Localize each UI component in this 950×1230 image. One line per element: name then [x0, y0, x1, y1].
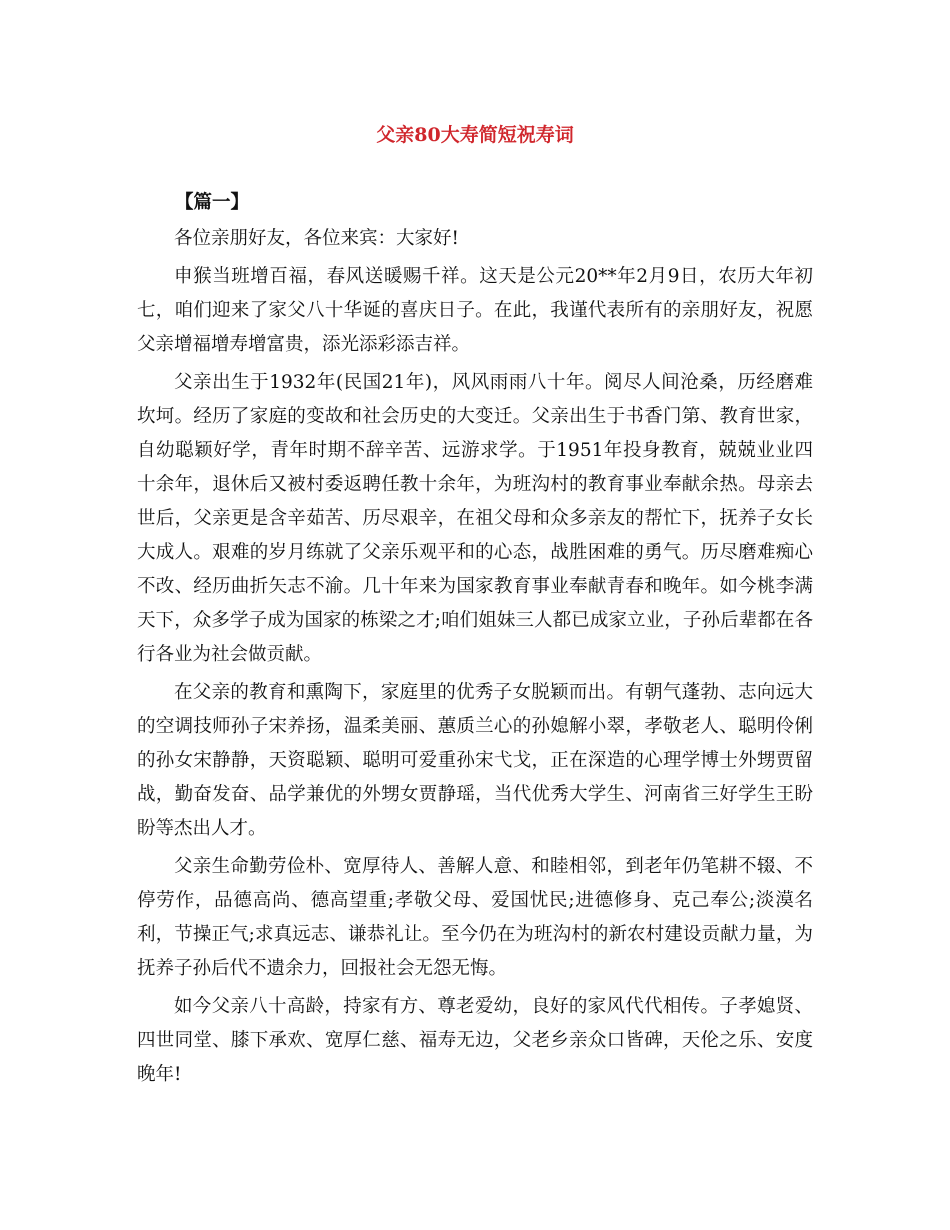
paragraph-life-story: 父亲出生于1932年(民国21年)，风风雨雨八十年。阅尽人间沧桑，历经磨难坎坷。经历了家庭的变故和社会历史的大变迁。父亲出生于书香门第、教育世家，自幼聪颖好学，青年时期不辞辛苦、远游求学。于1951年投身教育，兢兢业业四十余年，退休后又被村委返聘任教十余年，为班沟村的教育事业奉献余热。母亲去世后，父亲更是含辛茹苦、历尽艰辛，在祖父母和众多亲友的帮忙下，抚养子女长大成人。艰难的岁月练就了父亲乐观平和的心态，战胜困难的勇气。历尽磨难痴心不改、经历曲折矢志不渝。几十年来为国家教育事业奉献青春和晚年。如今桃李满天下，众多学子成为国家的栋梁之才;咱们姐妹三人都已成家立业，子孙后辈都在各行各业为社会做贡献。	[137, 372, 813, 665]
paragraph-opening: 申猴当班增百福，春风送暖赐千祥。这天是公元20**年2月9日，农历大年初七，咱们迎来了家父八十华诞的喜庆日子。在此，我谨代表所有的亲朋好友，祝愿父亲增福增寿增富贵，添光添彩添吉祥。	[137, 266, 813, 355]
document-title: 父亲80大寿简短祝寿词	[376, 124, 574, 146]
paragraph-greeting: 各位亲朋好友，各位来宾：大家好!	[174, 228, 459, 249]
section-heading: 【篇一】	[175, 192, 250, 213]
paragraph-closing: 如今父亲八十高龄，持家有方、尊老爱幼，良好的家风代代相传。子孝媳贤、四世同堂、膝下承欢、宽厚仁慈、福寿无边，父老乡亲众口皆碑，天伦之乐、安度晚年!	[137, 996, 813, 1085]
paragraph-virtues: 父亲生命勤劳俭朴、宽厚待人、善解人意、和睦相邻，到老年仍笔耕不辍、不停劳作，品德高尚、德高望重;孝敬父母、爱国忧民;进德修身、克己奉公;淡漠名利，节操正气;求真远志、谦恭礼让。至今仍在为班沟村的新农村建设贡献力量，为抚养子孙后代不遗余力，回报社会无怨无悔。	[137, 856, 813, 979]
document-body	[137, 186, 813, 1092]
paragraph-descendants: 在父亲的教育和熏陶下，家庭里的优秀子女脱颖而出。有朝气蓬勃、志向远大的空调技师孙子宋养扬，温柔美丽、蕙质兰心的孙媳解小翠，孝敬老人、聪明伶俐的孙女宋静静，天资聪颖、聪明可爱重孙宋弋戈，正在深造的心理学博士外甥贾留战，勤奋发奋、品学兼优的外甥女贾静瑶，当代优秀大学生、河南省三好学生王盼盼等杰出人才。	[137, 682, 813, 839]
